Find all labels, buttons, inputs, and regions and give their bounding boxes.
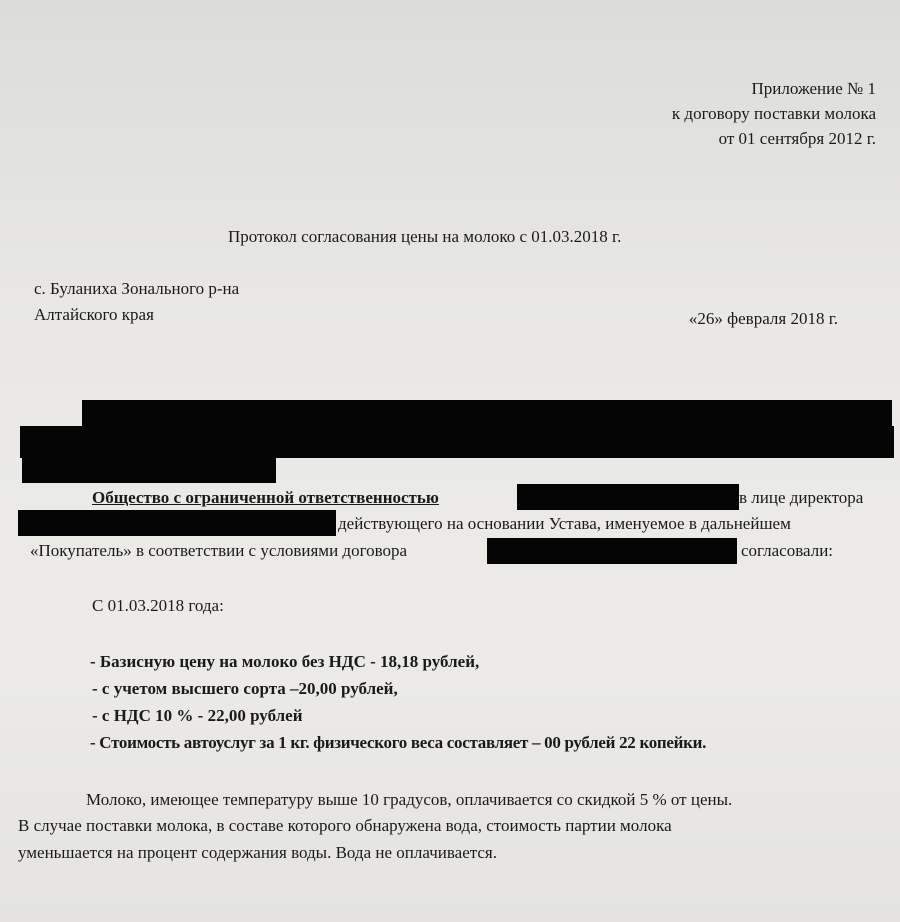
contract-date: от 01 сентября 2012 г.	[718, 129, 876, 148]
document-date: «26» февраля 2018 г.	[688, 309, 838, 328]
director-text: в лице директора	[739, 488, 864, 507]
place-line-2: Алтайского края	[34, 305, 154, 324]
price-transport: - Стоимость автоуслуг за 1 кг. физического веса составляет – 00 рублей 22 копейки.	[90, 733, 707, 752]
redaction-block-2	[20, 426, 894, 458]
effective-date: С 01.03.2018 года:	[92, 596, 224, 615]
price-vat: - с НДС 10 % - 22,00 рублей	[92, 706, 303, 725]
price-premium: - с учетом высшего сорта –20,00 рублей,	[92, 679, 398, 698]
appendix-number: Приложение № 1	[751, 79, 876, 98]
redaction-company-name	[517, 484, 739, 510]
contract-reference: к договору поставки молока	[671, 104, 876, 123]
terms-line-1: Молоко, имеющее температуру выше 10 градусов, оплачивается со скидкой 5 % от цены.	[86, 790, 733, 809]
price-base: - Базисную цену на молоко без НДС - 18,18 рублей,	[90, 652, 480, 671]
company-type: Общество с ограниченной ответственностью	[92, 488, 439, 507]
place-line-1: с. Буланиха Зонального р-на	[34, 279, 240, 298]
document-title: Протокол согласования цены на молоко с 01.03.2018 г.	[228, 227, 622, 246]
buyer-text: «Покупатель» в соответствии с условиями договора	[30, 541, 408, 560]
basis-text: действующего на основании Устава, именуемое в дальнейшем	[338, 514, 791, 533]
redaction-contract-number	[487, 538, 737, 564]
agreed-text: согласовали:	[741, 541, 834, 560]
terms-line-2: В случае поставки молока, в составе которого обнаружена вода, стоимость партии молока	[18, 816, 672, 835]
terms-line-3: уменьшается на процент содержания воды. Вода не оплачивается.	[18, 843, 497, 862]
redaction-director-name	[18, 510, 336, 536]
redaction-block-3	[22, 455, 276, 483]
